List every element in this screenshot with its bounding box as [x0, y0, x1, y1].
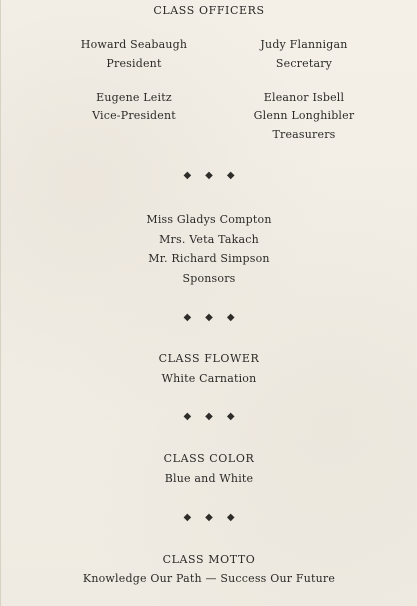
- diamond-ornament-3: ◆◆◆: [183, 411, 249, 422]
- class-motto-heading: CLASS MOTTO: [162, 553, 256, 566]
- class-motto-value: Knowledge Our Path — Success Our Future: [82, 572, 336, 585]
- class-color-heading: CLASS COLOR: [163, 452, 255, 465]
- vice-president-title: Vice-President: [92, 109, 176, 122]
- class-flower-heading: CLASS FLOWER: [158, 352, 260, 365]
- president-name: Howard Seabaugh: [80, 38, 188, 51]
- sponsors-label: Sponsors: [182, 272, 236, 285]
- treasurer-name-1: Eleanor Isbell: [263, 91, 345, 104]
- class-officers-heading: CLASS OFFICERS: [153, 4, 265, 17]
- sponsor-name-3: Mr. Richard Simpson: [148, 252, 270, 265]
- class-flower-value: White Carnation: [161, 372, 257, 385]
- president-title: President: [106, 57, 162, 70]
- sponsor-name-1: Miss Gladys Compton: [146, 213, 272, 226]
- vice-president-name: Eugene Leitz: [96, 91, 172, 104]
- secretary-title: Secretary: [275, 57, 333, 70]
- diamond-ornament-4: ◆◆◆: [183, 512, 249, 523]
- sponsor-name-2: Mrs. Veta Takach: [159, 233, 259, 246]
- diamond-ornament-2: ◆◆◆: [183, 312, 249, 323]
- secretary-name: Judy Flannigan: [260, 38, 348, 51]
- treasurers-title: Treasurers: [272, 128, 336, 141]
- treasurer-name-2: Glenn Longhibler: [253, 109, 355, 122]
- class-color-value: Blue and White: [164, 472, 254, 485]
- diamond-ornament-1: ◆◆◆: [183, 170, 249, 181]
